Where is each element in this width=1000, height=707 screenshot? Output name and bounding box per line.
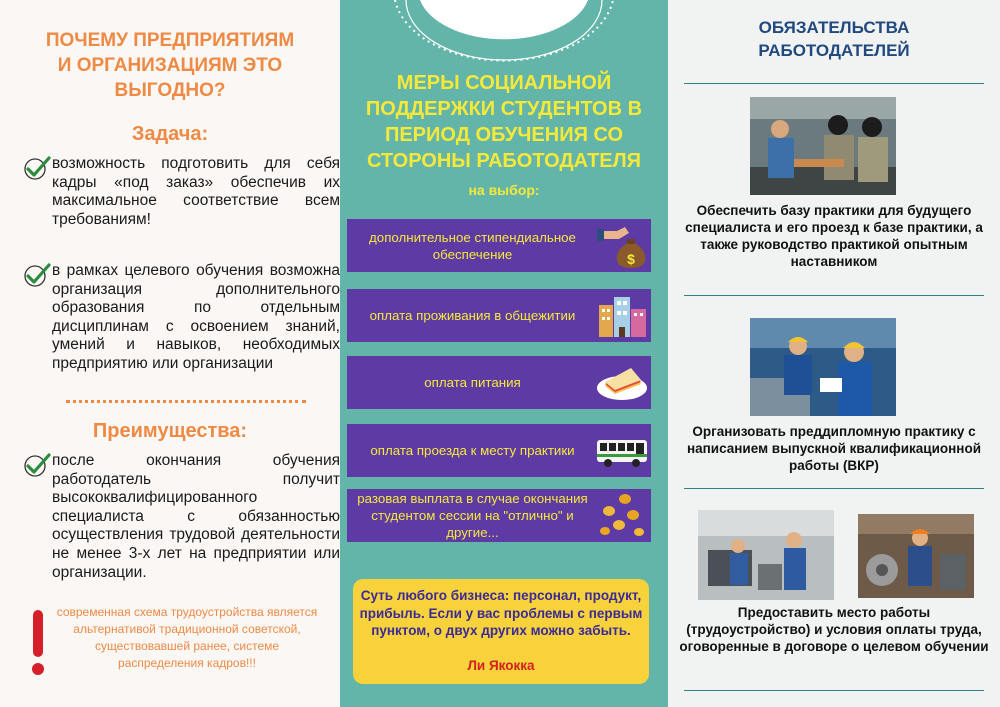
support-option <box>347 289 651 342</box>
exclamation-icon <box>32 610 44 676</box>
divider-line <box>684 295 984 296</box>
obligation-caption: Организовать преддипломную практику с написанием выпускной квалификационной работы (ВКР) <box>686 424 982 473</box>
option-text: оплата питания <box>424 375 521 390</box>
option-text: разовая выплата в случае окончания студентом сессии на "отлично" и другие... <box>357 491 588 540</box>
money-bag-icon <box>595 221 649 270</box>
divider-line <box>684 488 984 489</box>
engineers-plant-photo <box>750 318 896 416</box>
task-text: в рамках целевого обучения возможна организация дополнительного образования по отдельным дисциплинам с освоением знаний, умений и навыков, необходимых предприятию или организации <box>52 262 340 372</box>
task-heading: Задача: <box>131 123 209 145</box>
benefits-heading: Преимущества: <box>92 420 248 442</box>
benefit-text: после окончания обучения работодатель получит высококвалифицированного специалиста с обязанностью осуществления трудовой деятельности не менее 3-х лет на предприятии или организации. <box>52 452 340 581</box>
dormitory-icon <box>595 291 649 340</box>
divider-line <box>684 690 984 691</box>
left-column <box>0 0 340 707</box>
support-option <box>347 424 651 477</box>
option-text: оплата проезда к месту практики <box>370 443 575 458</box>
task-text: возможность подготовить для себя кадры «под заказ» обеспечив их максимальное соответствие всем требованиям! <box>52 155 340 228</box>
support-option <box>347 356 651 409</box>
obligation-caption: Предоставить место работы (трудоустройство) и условия оплаты труда, оговоренные в договоре о целевом обучении <box>679 605 989 654</box>
quote-author: Ли Якокка <box>467 658 535 673</box>
employment-scheme-note: современная схема трудоустройства является альтернативой традиционной советской, существовавшей ранее, системе распределения кадров!!! <box>56 605 318 670</box>
right-column <box>668 0 1000 707</box>
employer-obligations-title: ОБЯЗАТЕЛЬСТВА РАБОТОДАТЕЛЕЙ <box>758 18 910 60</box>
divider-line <box>684 83 984 84</box>
support-option <box>347 219 651 272</box>
support-option <box>347 489 651 542</box>
coins-icon <box>595 491 649 540</box>
checkmark-icon <box>22 262 52 288</box>
social-support-title: МЕРЫ СОЦИАЛЬНОЙ ПОДДЕРЖКИ СТУДЕНТОВ В ПЕРИОД ОБУЧЕНИЯ СО СТОРОНЫ РАБОТОДАТЕЛЯ <box>365 72 643 172</box>
checkmark-icon <box>22 155 52 181</box>
middle-column <box>340 0 668 707</box>
choice-subtitle: на выбор: <box>468 182 540 198</box>
svg-text:$: $ <box>627 251 635 267</box>
option-text: дополнительное стипендиальное обеспечение <box>369 229 576 262</box>
welding-workshop-photo <box>750 97 896 195</box>
business-quote-box <box>353 579 649 684</box>
obligation-caption: Обеспечить базу практики для будущего специалиста и его проезд к базе практики, а также руководство практикой опытным наставником <box>685 203 983 269</box>
workers-machines-photo <box>698 510 834 600</box>
dotted-divider <box>66 400 306 415</box>
checkmark-icon <box>22 452 52 478</box>
bus-icon <box>595 426 649 475</box>
quote-text: Суть любого бизнеса: персонал, продукт, прибыль. Если у вас проблемы с первым пунктом, о двух других можно забыть. <box>359 588 643 638</box>
workers-machines-photo <box>858 514 974 598</box>
decorative-arc <box>340 0 668 70</box>
food-plate-icon <box>595 358 649 407</box>
option-text: оплата проживания в общежитии <box>369 308 576 323</box>
why-profitable-title: ПОЧЕМУ ПРЕДПРИЯТИЯМ И ОРГАНИЗАЦИЯМ ЭТО ВЫГОДНО? <box>45 30 295 101</box>
